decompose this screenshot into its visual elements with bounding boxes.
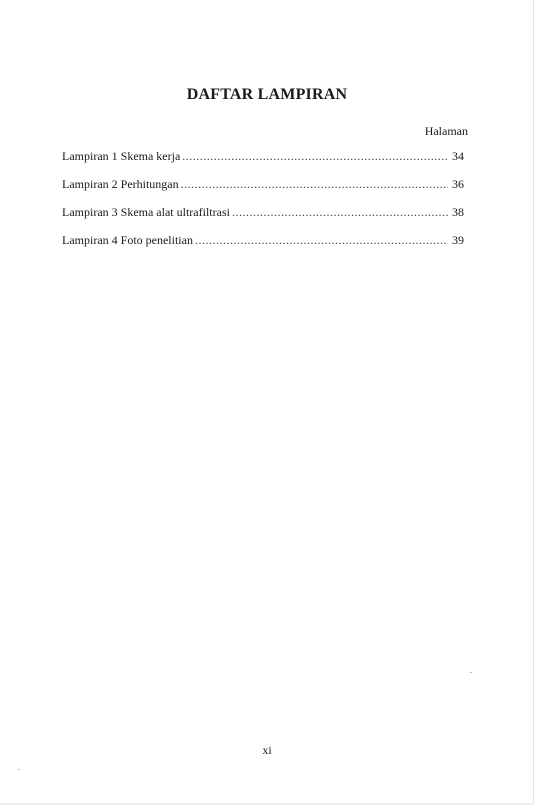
page-number: xi: [262, 743, 272, 757]
entry-page: 36: [452, 177, 464, 191]
dot-leader: [182, 149, 448, 164]
appendix-list: [62, 149, 464, 261]
dot-leader: [181, 177, 448, 192]
page-title: DAFTAR LAMPIRAN: [186, 86, 348, 103]
dot-leader: [232, 205, 448, 220]
scan-speck: [470, 672, 472, 673]
entry-page: 38: [452, 205, 464, 219]
entry-page: 39: [452, 233, 464, 247]
entry-label: Lampiran 1 Skema kerja: [62, 149, 181, 163]
list-item: [62, 177, 464, 205]
dot-leader: [195, 233, 448, 248]
scan-speck: [18, 769, 20, 770]
list-item: [62, 149, 464, 177]
entry-label: Lampiran 2 Perhitungan: [62, 177, 179, 191]
list-item: [62, 205, 464, 233]
entry-page: 34: [452, 149, 464, 163]
page-column-header: Halaman: [424, 124, 468, 138]
entry-label: Lampiran 3 Skema alat ultrafiltrasi: [62, 205, 230, 219]
list-item: [62, 233, 464, 261]
entry-label: Lampiran 4 Foto penelitian: [62, 233, 193, 247]
